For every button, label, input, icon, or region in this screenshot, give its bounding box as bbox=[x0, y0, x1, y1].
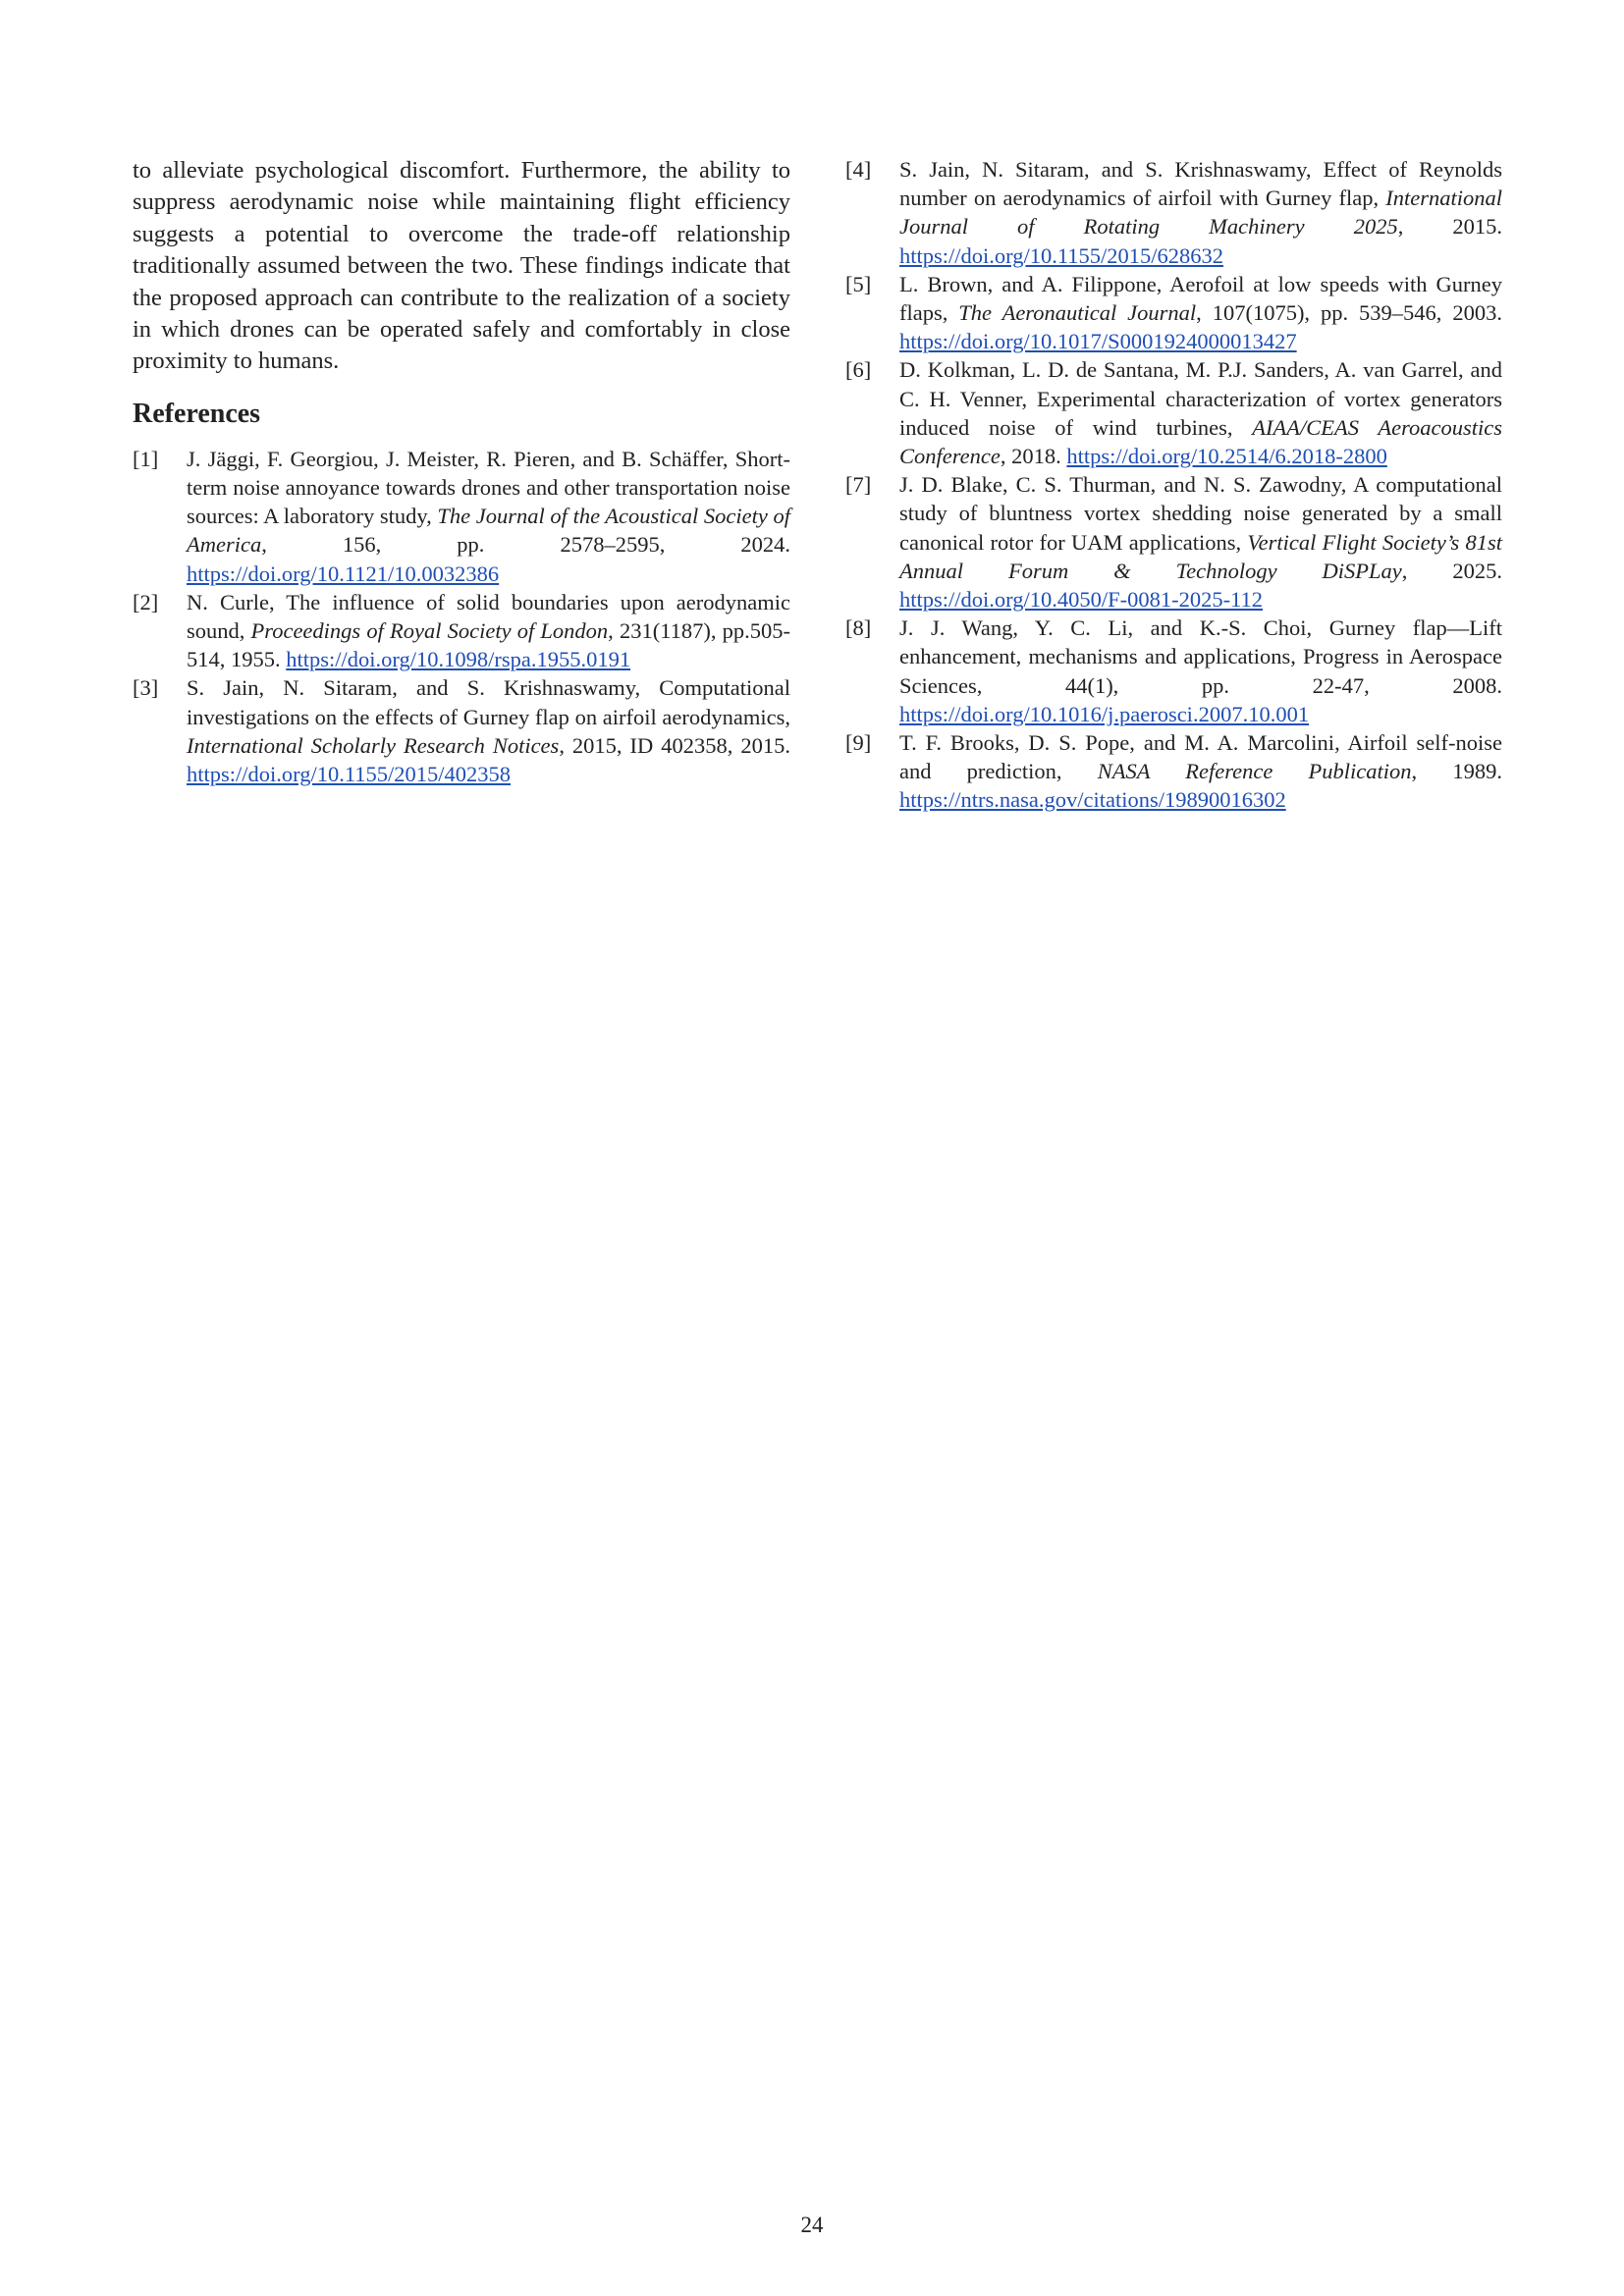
reference-number: [3] bbox=[133, 675, 159, 701]
reference-number: [5] bbox=[845, 271, 872, 296]
reference-item bbox=[845, 614, 1502, 728]
reference-doi-link[interactable]: https://doi.org/10.4050/F-0081-2025-112 bbox=[899, 587, 1264, 613]
reference-text bbox=[187, 445, 790, 588]
reference-authors-title: T. F. Brooks, D. S. Pope, and M. A. Marcolini, Airfoil self-noise and prediction, bbox=[899, 730, 1502, 784]
left-column bbox=[133, 155, 790, 788]
reference-venue: Proceedings of Royal Society of London bbox=[250, 618, 609, 644]
reference-venue: The Aeronautical Journal bbox=[958, 300, 1197, 326]
reference-doi-link[interactable]: https://doi.org/10.1155/2015/628632 bbox=[899, 242, 1224, 268]
reference-list-right bbox=[845, 155, 1502, 815]
reference-number: [9] bbox=[845, 730, 872, 756]
reference-item bbox=[845, 470, 1502, 614]
reference-number: [4] bbox=[845, 157, 872, 182]
reference-doi-link[interactable]: https://doi.org/10.2514/6.2018-2800 bbox=[1066, 444, 1387, 469]
conclusion-paragraph: to alleviate psychological discomfort. Furthermore, the ability to suppress aerodynamic noise while maintaining flight efficiency suggests a potential to overcome the trade-off relationship traditionally assumed between the two. These findings indicate that the proposed approach can contribute to the realization of a society in which drones can be operated safely and comfortably in close proximity to humans. bbox=[133, 157, 790, 375]
reference-authors-title: N. Curle, The influence of solid boundaries upon aerodynamic sound, bbox=[187, 589, 790, 644]
reference-details: , 1989. bbox=[1411, 759, 1502, 784]
reference-text bbox=[187, 673, 790, 788]
reference-list-left bbox=[133, 445, 790, 788]
reference-item bbox=[845, 728, 1502, 815]
reference-authors-title: S. Jain, N. Sitaram, and S. Krishnaswamy, Computational investigations on the effects of Gurney flap on airfoil aerodynamics, bbox=[187, 675, 790, 729]
reference-number: [6] bbox=[845, 357, 872, 383]
reference-number: [7] bbox=[845, 472, 872, 498]
reference-venue: International Scholarly Research Notices bbox=[187, 732, 560, 758]
reference-doi-link[interactable]: https://doi.org/10.1016/j.paerosci.2007.10.001 bbox=[899, 701, 1310, 726]
reference-text bbox=[187, 588, 790, 674]
reference-doi-link[interactable]: https://doi.org/10.1155/2015/402358 bbox=[187, 762, 512, 787]
reference-text bbox=[899, 270, 1502, 356]
reference-authors-title: J. D. Blake, C. S. Thurman, and N. S. Zawodny, A computational study of bluntness vortex shedding noise generated by a small canonical rotor for UAM applications, bbox=[899, 472, 1502, 555]
reference-authors-title: L. Brown, and A. Filippone, Aerofoil at low speeds with Gurney flaps, bbox=[899, 271, 1502, 326]
reference-details: , 2015, ID 402358, 2015. bbox=[559, 732, 791, 758]
reference-number: [8] bbox=[845, 615, 872, 641]
reference-details: , 2015. bbox=[1397, 214, 1503, 240]
reference-venue: Vertical Flight Society’s 81st Annual Forum & Technology DiSPLay bbox=[899, 529, 1502, 583]
reference-authors-title: S. Jain, N. Sitaram, and S. Krishnaswamy, Effect of Reynolds number on aerodynamics of airfoil with Gurney flap, bbox=[899, 157, 1502, 211]
reference-venue: International Journal of Rotating Machinery 2025 bbox=[899, 186, 1502, 240]
reference-doi-link[interactable]: https://doi.org/10.1017/S0001924000013427 bbox=[899, 329, 1297, 354]
reference-doi-link[interactable]: https://doi.org/10.1121/10.0032386 bbox=[187, 561, 500, 586]
reference-authors-title: J. J. Wang, Y. C. Li, and K.-S. Choi, Gurney flap—Lift enhancement, mechanisms and applications, Progress in Aerospace Sciences, 44(1), pp. 22-47, 2008. bbox=[899, 615, 1502, 698]
reference-details: , 2018. bbox=[1000, 444, 1067, 469]
reference-details: , 2025. bbox=[1401, 558, 1502, 583]
reference-item bbox=[845, 155, 1502, 270]
reference-item bbox=[845, 355, 1502, 470]
reference-item bbox=[133, 588, 790, 674]
reference-text bbox=[899, 614, 1502, 728]
reference-item bbox=[133, 445, 790, 588]
page-number: 24 bbox=[800, 2213, 824, 2237]
reference-doi-link[interactable]: https://ntrs.nasa.gov/citations/19890016302 bbox=[899, 787, 1286, 813]
reference-doi-link[interactable]: https://doi.org/10.1098/rspa.1955.0191 bbox=[286, 647, 631, 672]
reference-number: [1] bbox=[133, 446, 159, 471]
reference-authors-title: D. Kolkman, L. D. de Santana, M. P.J. Sanders, A. van Garrel, and C. H. Venner, Experimental characterization of vortex generators induced noise of wind turbines, bbox=[899, 357, 1502, 440]
references-heading: References bbox=[133, 398, 261, 429]
reference-text bbox=[899, 355, 1502, 470]
reference-item bbox=[133, 673, 790, 788]
reference-venue: NASA Reference Publication bbox=[1097, 759, 1412, 784]
reference-venue: AIAA/CEAS Aeroacoustics Conference bbox=[899, 414, 1502, 469]
right-column bbox=[845, 155, 1502, 815]
reference-venue: The Journal of the Acoustical Society of America bbox=[187, 504, 790, 558]
reference-details: , 156, pp. 2578–2595, 2024. bbox=[261, 532, 790, 558]
reference-number: [2] bbox=[133, 589, 159, 614]
reference-item bbox=[845, 270, 1502, 356]
reference-text bbox=[899, 728, 1502, 815]
reference-text bbox=[899, 470, 1502, 614]
reference-text bbox=[899, 155, 1502, 270]
reference-details: , 107(1075), pp. 539–546, 2003. bbox=[1196, 300, 1502, 326]
reference-details: , 231(1187), pp.505-514, 1955. bbox=[187, 618, 790, 672]
reference-authors-title: J. Jäggi, F. Georgiou, J. Meister, R. Pieren, and B. Schäffer, Short-term noise annoyance towards drones and other transportation noise sources: A laboratory study, bbox=[187, 446, 790, 529]
